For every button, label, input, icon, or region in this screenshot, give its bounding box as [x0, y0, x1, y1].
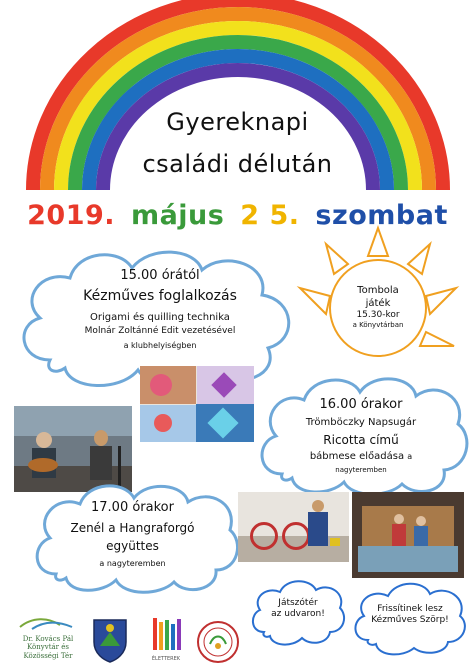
event2-line3: bábmese előadása	[309, 450, 405, 462]
event2-line3-row	[265, 451, 457, 464]
sun-line2: játék	[365, 297, 391, 309]
event3-time: 17.00 órakor	[91, 500, 174, 515]
event1-time: 15.00 órától	[120, 268, 200, 283]
bubble-playground-line2: az udvaron!	[271, 609, 325, 620]
library-logo	[12, 616, 84, 660]
event1-line2: Molnár Zoltánné Edit vezetésével	[84, 326, 236, 337]
event3-line3: a nagyteremben	[99, 559, 166, 569]
emblem-seal-icon	[196, 620, 240, 664]
library-logo-line3: Közösségi Tér	[23, 651, 73, 660]
eletterek-bars-icon	[150, 616, 182, 652]
bubble-syrup-text	[360, 604, 460, 627]
bubble-playground-line1: Játszótér	[278, 598, 318, 608]
eletterek-logo	[150, 616, 182, 662]
crafts-photo-stars	[196, 404, 254, 442]
bubble-syrup-line2: Kézműves Szörp!	[371, 615, 449, 626]
coat-of-arms-icon	[92, 616, 128, 664]
library-logo-wave-icon	[12, 617, 84, 631]
event1-title: Kézműves foglalkozás	[83, 288, 237, 305]
date-day-second: 5.	[269, 200, 300, 231]
event2-line1: Trömböczky Napsugár	[305, 417, 417, 429]
event2-line2: Ricotta című	[323, 432, 399, 447]
bubble-syrup-line1: Frissítinek lesz	[377, 604, 443, 614]
event3-line2: együttes	[106, 539, 159, 554]
sun-line4: a Könyvtárban	[352, 321, 404, 330]
event1-text	[55, 268, 265, 351]
puppet-show-photo	[238, 492, 349, 562]
date-day-first: 2	[240, 200, 260, 231]
date-weekday: szombat	[315, 200, 448, 231]
puppets-photo	[352, 492, 464, 578]
library-logo-line1: Dr. Kovács Pál	[22, 635, 74, 643]
event3-line1: Zenél a Hangraforgó	[70, 521, 195, 536]
date-month: május	[130, 200, 225, 231]
sun-line1: Tombola	[357, 285, 399, 296]
bubble-playground-text	[258, 598, 338, 621]
event2-text	[265, 397, 457, 475]
event2-time: 16.00 órakor	[319, 397, 403, 412]
poster-title-line2: családi délután	[142, 150, 333, 178]
sun-text	[318, 285, 438, 330]
sun-line3: 15.30-kor	[356, 310, 400, 320]
event1-line3: a klubhelyiségben	[123, 340, 197, 350]
event1-line1: Origami és quilling technika	[90, 311, 230, 323]
library-logo-line2: Könyvtár és	[27, 643, 69, 652]
event3-text	[45, 500, 220, 569]
event2-line4: nagyteremben	[335, 466, 387, 475]
event2-line3b: a	[407, 451, 413, 461]
poster-title-line1: Gyereknapi	[166, 108, 309, 136]
eletterek-label: ÉLETTEREK	[151, 656, 181, 662]
date-year: 2019.	[27, 200, 116, 231]
